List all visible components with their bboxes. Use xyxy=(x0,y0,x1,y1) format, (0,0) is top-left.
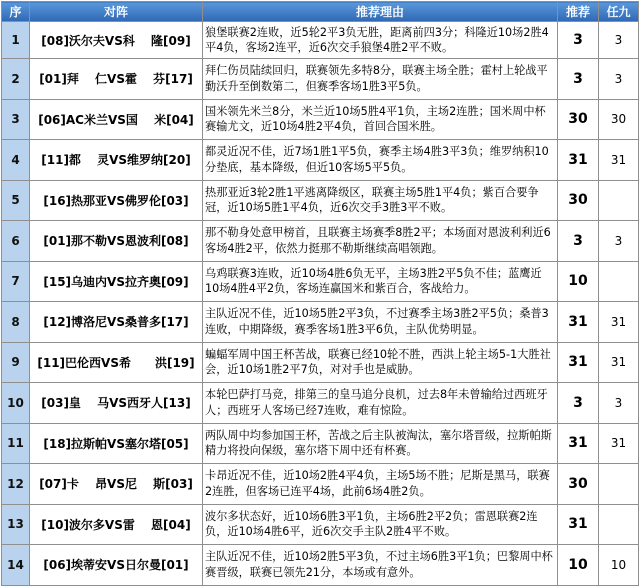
row-reason: 拜仁伤员陆续回归，联赛领先多特8分，联赛主场全胜；霍村上轮战平勤沃升至倒数第二，但赛季客场1胜3平5负。 xyxy=(203,59,558,100)
row-reason: 都灵近况不佳，近7场1胜1平5负，赛季主场4胜3平3负；维罗纳积10分垫底，基本降级，但近10客场5平5负。 xyxy=(203,140,558,181)
row-reason: 热那亚近3轮2胜1平逃离降级区，联赛主场5胜1平4负；紫百合要争冠，近10场5胜1平4负，近6次交手3胜3平不败。 xyxy=(203,180,558,221)
row-ren9 xyxy=(599,504,639,545)
row-match: [10]波尔多VS雷 恩[04] xyxy=(30,504,203,545)
row-index: 9 xyxy=(2,342,30,383)
recommendation-table xyxy=(1,1,639,586)
row-ren9: 3 xyxy=(599,59,639,100)
row-pick: 3 xyxy=(558,59,599,100)
row-index: 13 xyxy=(2,504,30,545)
row-reason: 国米领先米兰8分，米兰近10场5胜4平1负，主场2连胜；国米周中杯赛输尤文，近10场4胜2平4负，首回合国米胜。 xyxy=(203,99,558,140)
row-reason: 波尔多状态好，近10场6胜3平1负，主场6胜2平2负；雷恩联赛2连负，近10场4胜6平，近6次交手主队2胜4平不败。 xyxy=(203,504,558,545)
row-pick: 30 xyxy=(558,99,599,140)
row-index: 11 xyxy=(2,423,30,464)
row-index: 5 xyxy=(2,180,30,221)
row-match: [11]巴伦西VS希 洪[19] xyxy=(30,342,203,383)
table-row xyxy=(2,22,639,59)
table-row xyxy=(2,302,639,343)
row-index: 2 xyxy=(2,59,30,100)
row-match: [11]都 灵VS维罗纳[20] xyxy=(30,140,203,181)
row-reason: 两队周中均参加国王杯，苦战之后主队被淘汰，塞尔塔晋级，拉斯帕斯精力将投向保级，塞尔塔下周中还有杯赛。 xyxy=(203,423,558,464)
header-reason: 推荐理由 xyxy=(203,2,558,22)
row-ren9: 31 xyxy=(599,342,639,383)
row-reason: 那不勒身处意甲榜首，且联赛主场赛季8胜2平；本场面对恩波利利近6客场4胜2平，依然力挺那不勒斯继续高唱领跑。 xyxy=(203,221,558,262)
row-match: [01]那不勒VS恩波利[08] xyxy=(30,221,203,262)
row-ren9: 31 xyxy=(599,423,639,464)
row-ren9: 3 xyxy=(599,22,639,59)
table-row xyxy=(2,504,639,545)
table-row xyxy=(2,59,639,100)
row-reason: 主队近况不佳，近10场5胜2平3负，不过赛季主场3胜2平5负；桑普3连败，中期降级，赛季客场1胜3平6负，主队优势明显。 xyxy=(203,302,558,343)
row-match: [08]沃尔夫VS科 隆[09] xyxy=(30,22,203,59)
row-index: 10 xyxy=(2,383,30,424)
row-ren9 xyxy=(599,464,639,505)
table-row xyxy=(2,342,639,383)
header-ren9: 任九 xyxy=(599,2,639,22)
row-reason: 主队近况不佳，近10场2胜5平3负，不过主场6胜3平1负；巴黎周中杯赛晋级，联赛已领先21分，本场或有意外。 xyxy=(203,545,558,586)
table-row xyxy=(2,261,639,302)
row-index: 3 xyxy=(2,99,30,140)
row-pick: 31 xyxy=(558,504,599,545)
row-reason: 蝙蝠军周中国王杯苦战，联赛已经10轮不胜，西洪上轮主场5-1大胜社会，近10场1胜2平7负，对对手也是威胁。 xyxy=(203,342,558,383)
table-row xyxy=(2,180,639,221)
row-pick: 3 xyxy=(558,221,599,262)
row-ren9: 31 xyxy=(599,140,639,181)
row-ren9: 31 xyxy=(599,302,639,343)
row-match: [15]乌迪内VS拉齐奥[09] xyxy=(30,261,203,302)
row-pick: 31 xyxy=(558,342,599,383)
row-match: [03]皇 马VS西牙人[13] xyxy=(30,383,203,424)
row-pick: 31 xyxy=(558,302,599,343)
row-reason: 乌鸡联赛3连败，近10场4胜6负无平，主场3胜2平5负不佳；蓝鹰近10场4胜4平2负，客场连赢国米和紫百合，客战给力。 xyxy=(203,261,558,302)
row-pick: 31 xyxy=(558,423,599,464)
header-pick: 推荐 xyxy=(558,2,599,22)
row-ren9 xyxy=(599,261,639,302)
row-pick: 30 xyxy=(558,464,599,505)
row-ren9: 3 xyxy=(599,221,639,262)
row-match: [12]博洛尼VS桑普多[17] xyxy=(30,302,203,343)
row-index: 4 xyxy=(2,140,30,181)
row-ren9: 3 xyxy=(599,383,639,424)
row-match: [06]AC米兰VS国 米[04] xyxy=(30,99,203,140)
row-pick: 30 xyxy=(558,180,599,221)
row-reason: 卡昂近况不佳，近10场2胜4平4负，主场5场不胜；尼斯是黑马，联赛2连胜，但客场已连平4场，此前6场4胜2负。 xyxy=(203,464,558,505)
header-row xyxy=(2,2,639,22)
row-reason: 狼堡联赛2连败，近5轮2平3负无胜，距离前四3分；科隆近10场2胜4平4负，客场2连平，近6次交手狼堡4胜2平不败。 xyxy=(203,22,558,59)
table-row xyxy=(2,221,639,262)
row-index: 6 xyxy=(2,221,30,262)
table-row xyxy=(2,545,639,586)
row-match: [06]埃蒂安VS日尔曼[01] xyxy=(30,545,203,586)
row-pick: 10 xyxy=(558,545,599,586)
row-index: 1 xyxy=(2,22,30,59)
row-match: [01]拜 仁VS霍 芬[17] xyxy=(30,59,203,100)
row-pick: 3 xyxy=(558,383,599,424)
table-row xyxy=(2,423,639,464)
row-index: 14 xyxy=(2,545,30,586)
row-pick: 10 xyxy=(558,261,599,302)
row-pick: 31 xyxy=(558,140,599,181)
row-match: [18]拉斯帕VS塞尔塔[05] xyxy=(30,423,203,464)
row-pick: 3 xyxy=(558,22,599,59)
table-row xyxy=(2,140,639,181)
row-match: [16]热那亚VS佛罗伦[03] xyxy=(30,180,203,221)
row-reason: 本轮巴萨打马竞，排第三的皇马追分良机，过去8年未曾输给过西班牙人；西班牙人客场已经7连败，难有惊险。 xyxy=(203,383,558,424)
row-ren9 xyxy=(599,180,639,221)
table-row xyxy=(2,383,639,424)
row-index: 12 xyxy=(2,464,30,505)
header-index: 序 xyxy=(2,2,30,22)
row-index: 8 xyxy=(2,302,30,343)
table-row xyxy=(2,464,639,505)
header-match: 对阵 xyxy=(30,2,203,22)
row-index: 7 xyxy=(2,261,30,302)
table-row xyxy=(2,99,639,140)
row-ren9: 30 xyxy=(599,99,639,140)
row-match: [07]卡 昂VS尼 斯[03] xyxy=(30,464,203,505)
row-ren9: 10 xyxy=(599,545,639,586)
